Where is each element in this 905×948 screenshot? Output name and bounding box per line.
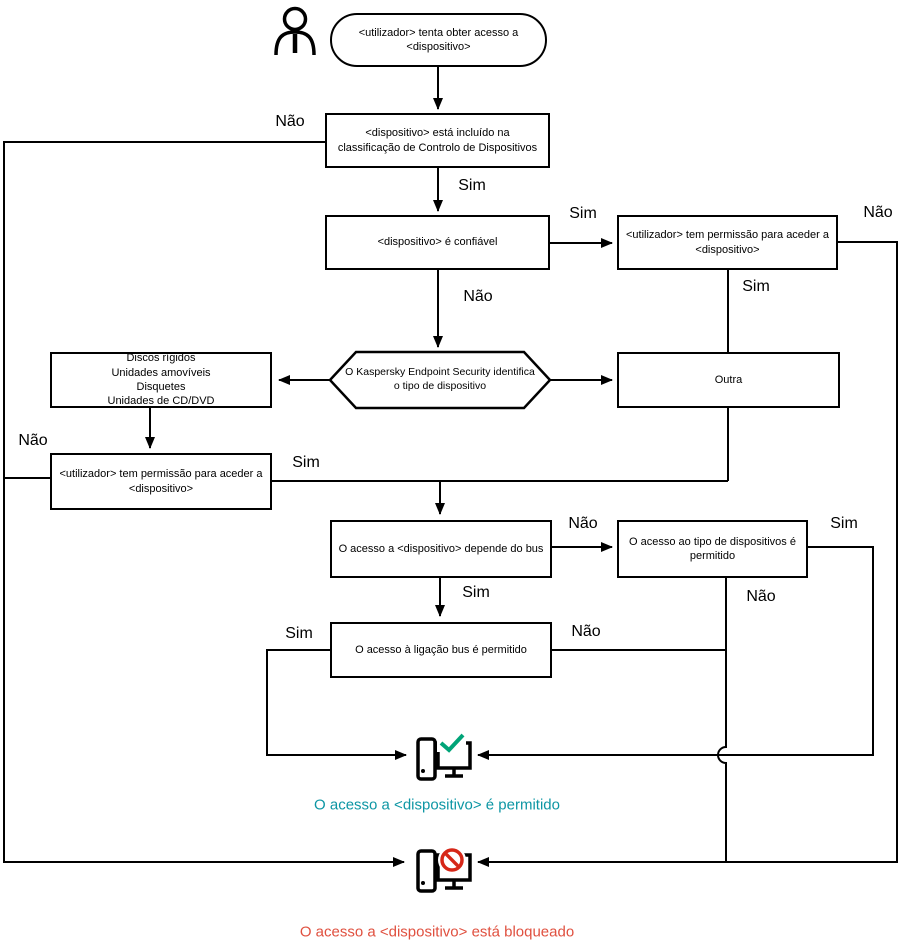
label-classification-yes: Sim <box>458 177 486 194</box>
device-type-line: Unidades amovíveis <box>111 366 211 379</box>
node-trusted: <dispositivo> é confiável <box>325 215 550 270</box>
node-user-permission-left: <utilizador> tem permissão para aceder a <dispositivo> <box>50 453 272 510</box>
label-busdep-no: Não <box>568 515 598 532</box>
device-type-line: Discos rígidos <box>126 352 196 365</box>
result-allowed-text: O acesso a <dispositivo> é permitido <box>314 796 560 814</box>
node-type-access: O acesso ao tipo de dispositivos é permitido <box>617 520 808 578</box>
person-icon <box>270 3 320 59</box>
label-permission-left-no: Não <box>18 432 48 449</box>
result-blocked-text: O acesso a <dispositivo> está bloqueado <box>299 923 575 941</box>
label-type-access-no: Não <box>746 588 776 605</box>
node-bus-connection: O acesso à ligação bus é permitido <box>330 622 552 678</box>
label-permission-top-no: Não <box>863 204 893 221</box>
node-device-types <box>50 352 272 408</box>
label-trusted-no: Não <box>463 288 493 305</box>
node-other: Outra <box>617 352 840 408</box>
node-identify-label: O Kaspersky Endpoint Security identifica o tipo de dispositivo <box>345 366 535 392</box>
node-bus-dependency: O acesso a <dispositivo> depende do bus <box>330 520 552 578</box>
device-type-line: Unidades de CD/DVD <box>107 395 215 408</box>
node-classification: <dispositivo> está incluído na classificação de Controlo de Dispositivos <box>325 113 550 168</box>
computer-check-icon <box>412 733 478 789</box>
label-busdep-yes: Sim <box>462 584 490 601</box>
label-permission-top-yes: Sim <box>742 278 770 295</box>
label-busconn-no: Não <box>571 623 601 640</box>
label-permission-left-yes: Sim <box>292 454 320 471</box>
label-busconn-yes: Sim <box>285 625 313 642</box>
label-type-access-yes: Sim <box>830 515 858 532</box>
label-classification-no: Não <box>275 113 305 130</box>
edge-type-access-no <box>718 578 726 862</box>
computer-blocked-icon <box>412 845 478 901</box>
node-user-permission-top: <utilizador> tem permissão para aceder a <dispositivo> <box>617 215 838 270</box>
label-trusted-yes: Sim <box>569 205 597 222</box>
device-type-line: Disquetes <box>136 381 186 393</box>
node-start: <utilizador> tenta obter acesso a <dispositivo> <box>330 13 547 67</box>
